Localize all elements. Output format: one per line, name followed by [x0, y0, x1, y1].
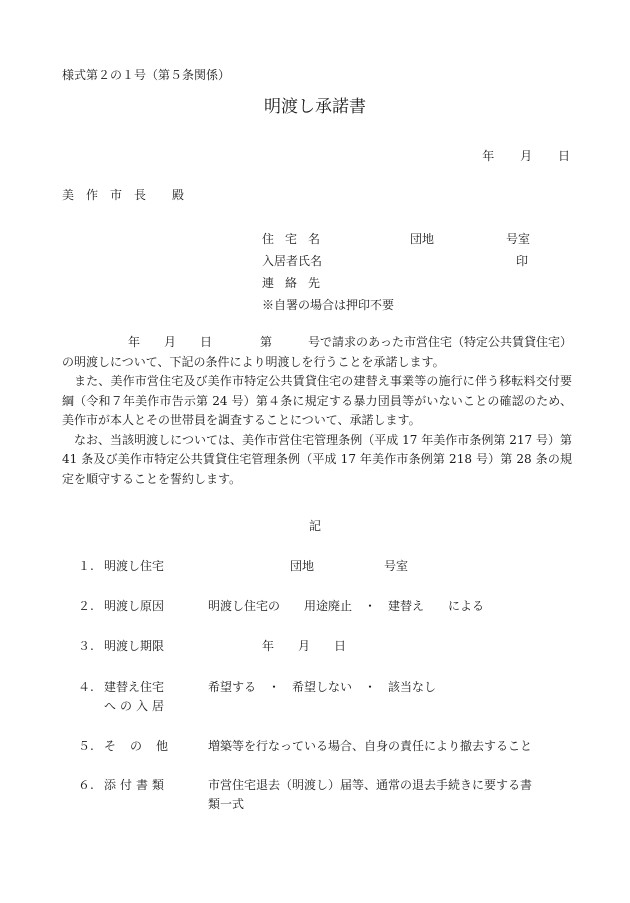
seal-note: ※自署の場合は押印不要: [262, 298, 395, 312]
item-value: 希望する ・ 希望しない ・ 該当なし: [208, 680, 437, 694]
housing-row: [262, 228, 562, 250]
item-number: ５.: [78, 739, 94, 753]
housing-label: 住宅名: [262, 232, 332, 246]
item-value: 明渡し住宅の 用途廃止 ・ 建替え による: [208, 599, 485, 613]
item-label: 明渡し期限: [104, 639, 165, 653]
addressee-name: 美作市長: [62, 188, 159, 202]
date-year: 年: [482, 149, 495, 163]
seal-note-row: [262, 294, 562, 316]
contact-label: 連絡先: [262, 276, 332, 290]
resident-label: 入居者氏名: [262, 254, 323, 268]
item-number: ６.: [78, 778, 94, 792]
item-label: 添付書類: [104, 778, 169, 792]
item-4: [78, 678, 437, 695]
form-number: 様式第２の１号（第５条関係）: [62, 68, 231, 82]
addressee-honorific: 殿: [172, 188, 197, 202]
item-6-value-cont: 類一式: [208, 797, 245, 811]
housing-complex: 団地: [410, 232, 435, 246]
contact-row: [262, 272, 562, 294]
item-label: 明渡し原因: [104, 599, 165, 613]
item-value: 市営住宅退去（明渡し）届等、通常の退去手続きに要する書: [208, 778, 533, 792]
date-line: [482, 147, 570, 164]
date-month: 月: [520, 149, 533, 163]
seal-mark: 印: [516, 254, 529, 268]
item-value-room: 号室: [384, 559, 409, 573]
item-label: 建替え住宅: [104, 680, 165, 694]
housing-room: 号室: [506, 232, 531, 246]
applicant-block: [262, 228, 562, 316]
item-value: 年 月 日: [262, 639, 347, 653]
body-text: [62, 333, 572, 489]
resident-row: [262, 250, 562, 272]
item-6: [78, 776, 533, 793]
body-line-3: なお、当該明渡しについては、美作市営住宅管理条例（平成 17 年美作市条例第 217 号）第 41 条及び美作市特定公共賃貸住宅管理条例（平成 17 年美作市条例第 218 号）第 28 条の規定を順守することを誓約します。: [62, 432, 572, 486]
item-3: [78, 637, 347, 654]
page-title: 明渡し承諾書: [264, 97, 366, 117]
addressee: [62, 186, 196, 203]
item-label: その他: [104, 739, 183, 753]
date-day: 日: [557, 149, 570, 163]
item-1: [78, 557, 409, 574]
item-number: １.: [78, 559, 94, 573]
item-number: ４.: [78, 680, 94, 694]
item-5: [78, 737, 533, 754]
item-2: [78, 597, 485, 614]
body-line-2: また、美作市営住宅及び美作市特定公共賃貸住宅の建替え事業等の施行に伴う移転料交付要綱（令和７年美作市告示第 24 号）第４条に規定する暴力団員等がいないことの確認のため、美作市が本人とその世帯員を調査することについて、承諾します。: [62, 374, 572, 427]
item-number: ３.: [78, 639, 94, 653]
ki-heading: 記: [308, 519, 321, 533]
item-label: 明渡し住宅: [104, 559, 165, 573]
item-number: ２.: [78, 599, 94, 613]
body-line-1: 年 月 日 第 号で請求のあった市営住宅（特定公共賃貸住宅）の明渡しについて、下記の条件により明渡しを行うことを承諾します。: [62, 335, 572, 369]
item-value-complex: 団地: [290, 559, 315, 573]
item-value: 増築等を行なっている場合、自身の責任により撤去すること: [208, 739, 533, 753]
item-4-label-cont: への入居: [104, 699, 169, 713]
